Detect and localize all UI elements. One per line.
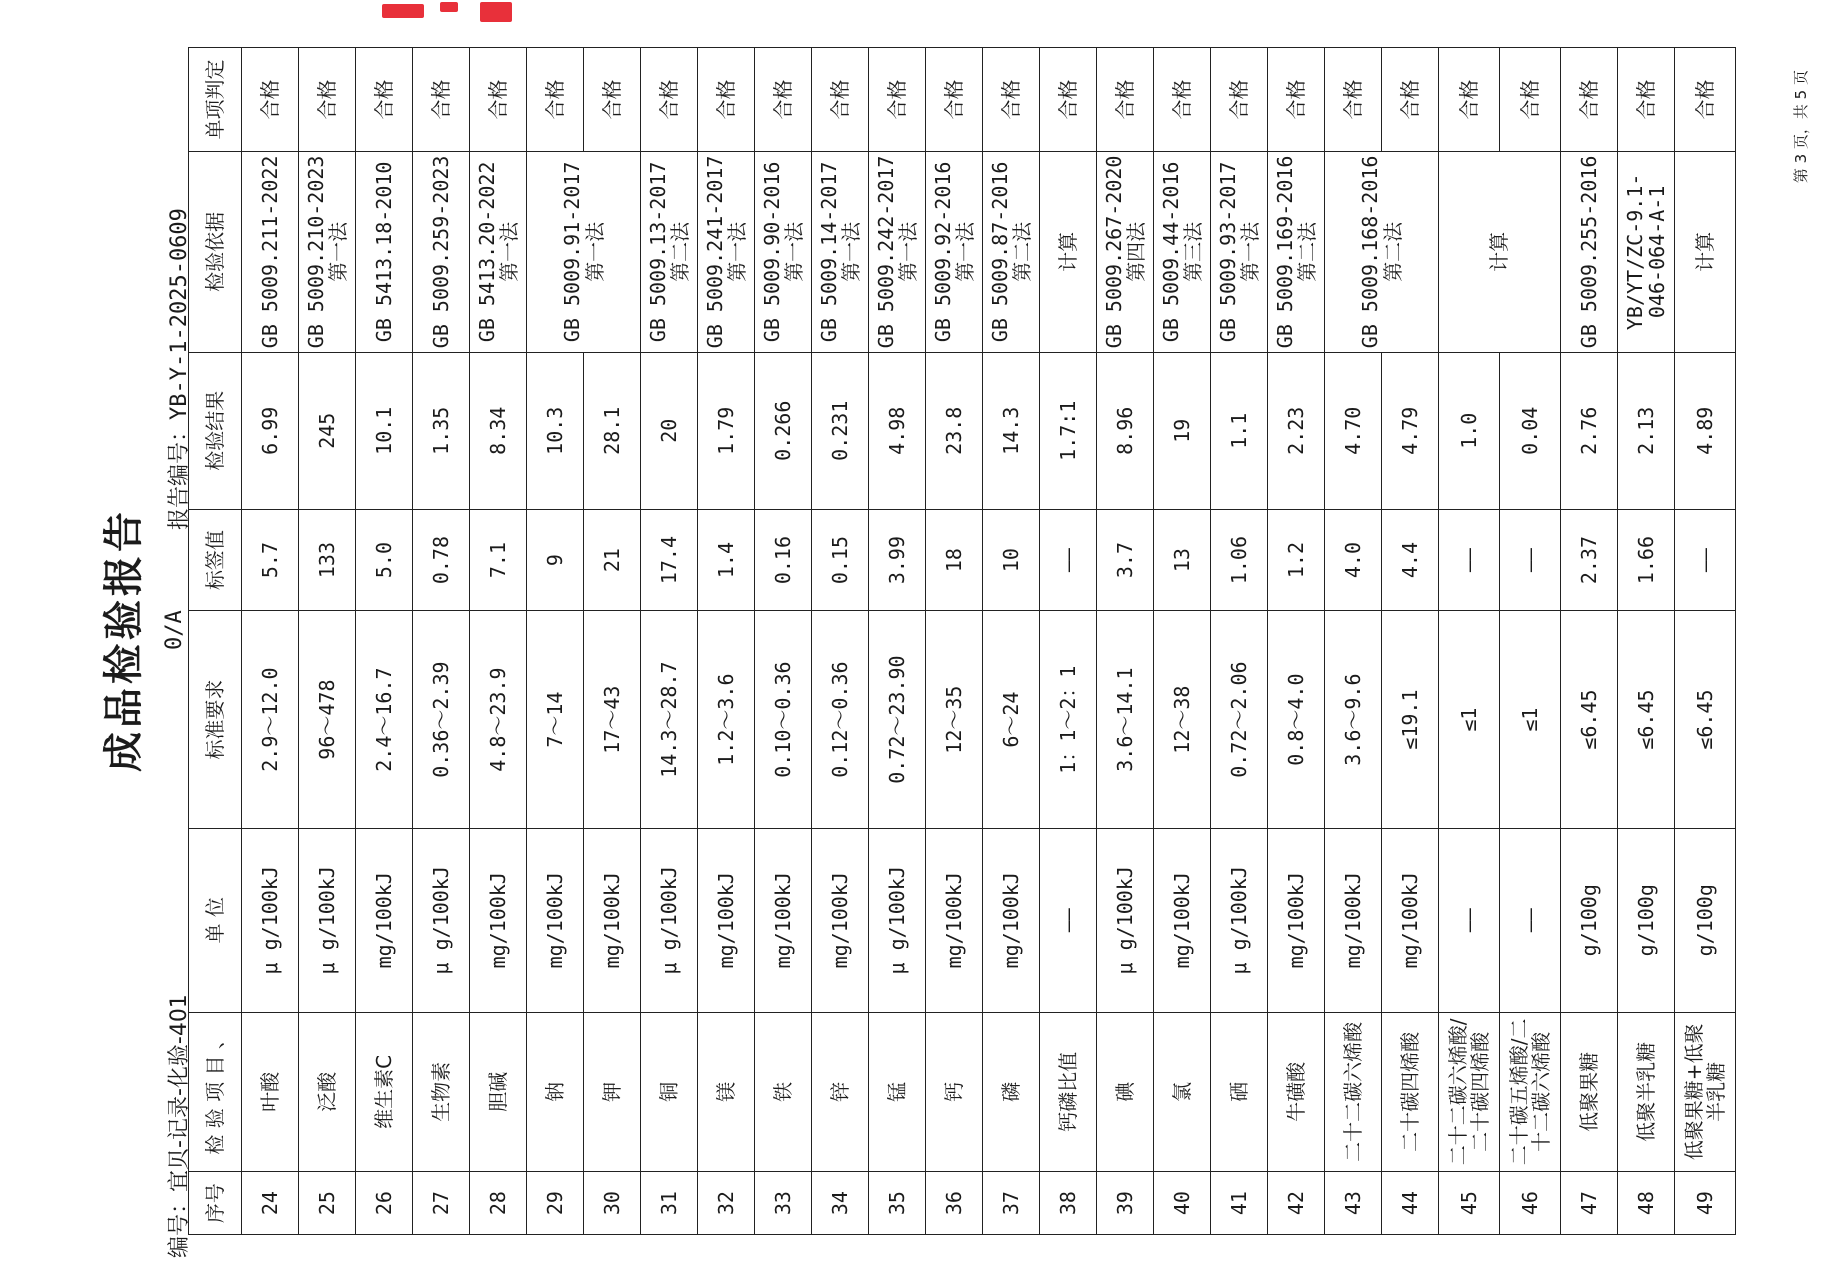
cell-label-value: 5.7 <box>242 509 299 611</box>
cell-no: 30 <box>584 1172 641 1235</box>
page-footer: 第 3 页，共 5 页 <box>1792 70 1810 184</box>
table-row <box>1268 48 1325 1235</box>
cell-unit: g/100g <box>1561 828 1618 1012</box>
cell-no: 40 <box>1154 1172 1211 1235</box>
cell-item: 钙 <box>926 1012 983 1172</box>
cell-item: 二十二碳六烯酸 <box>1325 1012 1382 1172</box>
cell-basis: GB 5009.169-2016 第二法 <box>1268 152 1325 353</box>
cell-standard: 2.4～16.7 <box>356 611 413 829</box>
cell-result: 0.231 <box>812 352 869 509</box>
cell-basis: GB 5009.13-2017 第二法 <box>641 152 698 353</box>
cell-item: 二十碳五烯酸/二十二碳六烯酸 <box>1500 1012 1561 1172</box>
cell-standard: 96～478 <box>299 611 356 829</box>
cell-verdict: 合格 <box>242 48 299 152</box>
table-row <box>413 48 470 1235</box>
cell-basis: GB 5009.87-2016 第二法 <box>983 152 1040 353</box>
cell-basis: GB 5009.211-2022 <box>242 152 299 353</box>
table-row <box>470 48 527 1235</box>
cell-verdict: 合格 <box>356 48 413 152</box>
inspection-table <box>188 47 1736 1235</box>
cell-standard: 0.10～0.36 <box>755 611 812 829</box>
cell-unit: mg/100kJ <box>1268 828 1325 1012</box>
cell-standard: 0.12～0.36 <box>812 611 869 829</box>
cell-result: 20 <box>641 352 698 509</box>
table-row <box>1325 48 1382 1235</box>
cell-item: 维生素C <box>356 1012 413 1172</box>
cell-no: 36 <box>926 1172 983 1235</box>
cell-verdict: 合格 <box>1618 48 1675 152</box>
cell-no: 48 <box>1618 1172 1675 1235</box>
cell-label-value: 4.0 <box>1325 509 1382 611</box>
cell-no: 29 <box>527 1172 584 1235</box>
cell-standard: 12～38 <box>1154 611 1211 829</box>
cell-standard: 14.3～28.7 <box>641 611 698 829</box>
cell-verdict: 合格 <box>299 48 356 152</box>
cell-no: 32 <box>698 1172 755 1235</box>
cell-item: 磷 <box>983 1012 1040 1172</box>
cell-result: 10.3 <box>527 352 584 509</box>
cell-item: 低聚半乳糖 <box>1618 1012 1675 1172</box>
cell-no: 31 <box>641 1172 698 1235</box>
cell-basis: GB 5413.20-2022 第一法 <box>470 152 527 353</box>
cell-basis: GB 5009.91-2017 第一法 <box>527 152 641 353</box>
cell-standard: 7～14 <box>527 611 584 829</box>
cell-basis: GB 5009.259-2023 <box>413 152 470 353</box>
cell-standard: 3.6～9.6 <box>1325 611 1382 829</box>
cell-no: 35 <box>869 1172 926 1235</box>
cell-unit: g/100g <box>1675 828 1736 1012</box>
cell-basis: GB 5009.44-2016 第三法 <box>1154 152 1211 353</box>
cell-standard: 4.8～23.9 <box>470 611 527 829</box>
cell-item: 钾 <box>584 1012 641 1172</box>
cell-unit: μ g/100kJ <box>299 828 356 1012</box>
report-number: 报告编号：YB-Y-1-2025-0609 <box>167 208 192 530</box>
cell-verdict: 合格 <box>1439 48 1500 152</box>
cell-standard: 0.72～23.90 <box>869 611 926 829</box>
cell-standard: 6～24 <box>983 611 1040 829</box>
table-row <box>1675 48 1736 1235</box>
cell-item: 叶酸 <box>242 1012 299 1172</box>
cell-verdict: 合格 <box>1382 48 1439 152</box>
cell-basis: YB/YT/ZC-9.1-046-064-A-1 <box>1618 152 1675 353</box>
cell-unit: —— <box>1500 828 1561 1012</box>
cell-item: 泛酸 <box>299 1012 356 1172</box>
cell-standard: ≤1 <box>1500 611 1561 829</box>
table-row <box>926 48 983 1235</box>
cell-no: 28 <box>470 1172 527 1235</box>
cell-unit: g/100g <box>1618 828 1675 1012</box>
table-row <box>983 48 1040 1235</box>
cell-label-value: —— <box>1675 509 1736 611</box>
cell-label-value: 13 <box>1154 509 1211 611</box>
cell-no: 43 <box>1325 1172 1382 1235</box>
cell-basis: GB 5009.14-2017 第一法 <box>812 152 869 353</box>
cell-verdict: 合格 <box>1154 48 1211 152</box>
cell-item: 低聚果糖 <box>1561 1012 1618 1172</box>
cell-standard: 1：1～2：1 <box>1040 611 1097 829</box>
cell-label-value: 3.7 <box>1097 509 1154 611</box>
cell-standard: ≤19.1 <box>1382 611 1439 829</box>
cell-result: 0.04 <box>1500 352 1561 509</box>
cell-verdict: 合格 <box>1097 48 1154 152</box>
cell-unit: mg/100kJ <box>755 828 812 1012</box>
cell-verdict: 合格 <box>470 48 527 152</box>
cell-unit: mg/100kJ <box>356 828 413 1012</box>
table-row <box>299 48 356 1235</box>
header-unit: 单 位 <box>189 828 242 1012</box>
cell-item: 镁 <box>698 1012 755 1172</box>
cell-item: 锰 <box>869 1012 926 1172</box>
cell-result: 28.1 <box>584 352 641 509</box>
cell-no: 26 <box>356 1172 413 1235</box>
document-title: 成品检验报告 <box>100 508 147 772</box>
cell-no: 38 <box>1040 1172 1097 1235</box>
cell-label-value: 1.06 <box>1211 509 1268 611</box>
header-no: 序号 <box>189 1172 242 1235</box>
cell-result: 4.70 <box>1325 352 1382 509</box>
header-item: 检 验 项 目 、 <box>189 1012 242 1172</box>
cell-standard: ≤6.45 <box>1561 611 1618 829</box>
table-body <box>242 48 1736 1235</box>
cell-unit: mg/100kJ <box>983 828 1040 1012</box>
cell-result: 10.1 <box>356 352 413 509</box>
header-verdict: 单项判定 <box>189 48 242 152</box>
cell-verdict: 合格 <box>869 48 926 152</box>
cell-label-value: 4.4 <box>1382 509 1439 611</box>
cell-label-value: 3.99 <box>869 509 926 611</box>
cell-verdict: 合格 <box>1675 48 1736 152</box>
header-standard: 标准要求 <box>189 611 242 829</box>
cell-basis: GB 5009.255-2016 <box>1561 152 1618 353</box>
cell-no: 41 <box>1211 1172 1268 1235</box>
cell-item: 胆碱 <box>470 1012 527 1172</box>
header-result: 检验结果 <box>189 352 242 509</box>
cell-label-value: 0.78 <box>413 509 470 611</box>
cell-unit: μ g/100kJ <box>869 828 926 1012</box>
cell-unit: μ g/100kJ <box>641 828 698 1012</box>
cell-basis: GB 5009.93-2017 第一法 <box>1211 152 1268 353</box>
table-row <box>356 48 413 1235</box>
cell-result: 245 <box>299 352 356 509</box>
cell-verdict: 合格 <box>1268 48 1325 152</box>
table-row <box>242 48 299 1235</box>
cell-label-value: —— <box>1500 509 1561 611</box>
cell-unit: mg/100kJ <box>1382 828 1439 1012</box>
cell-unit: mg/100kJ <box>1325 828 1382 1012</box>
cell-verdict: 合格 <box>1325 48 1382 152</box>
table-row <box>869 48 926 1235</box>
cell-item: 碘 <box>1097 1012 1154 1172</box>
cell-basis: GB 5009.168-2016 第二法 <box>1325 152 1439 353</box>
cell-result: 2.76 <box>1561 352 1618 509</box>
cell-item: 氯 <box>1154 1012 1211 1172</box>
cell-label-value: 1.2 <box>1268 509 1325 611</box>
header-basis: 检验依据 <box>189 152 242 353</box>
cell-verdict: 合格 <box>812 48 869 152</box>
cell-verdict: 合格 <box>1040 48 1097 152</box>
cell-no: 42 <box>1268 1172 1325 1235</box>
cell-result: 6.99 <box>242 352 299 509</box>
cell-result: 1.79 <box>698 352 755 509</box>
cell-no: 49 <box>1675 1172 1736 1235</box>
cell-unit: mg/100kJ <box>470 828 527 1012</box>
document-code: 编号：宜贝-记录-化验-401 <box>167 994 192 1258</box>
cell-unit: mg/100kJ <box>1154 828 1211 1012</box>
cell-verdict: 合格 <box>983 48 1040 152</box>
cell-item: 锌 <box>812 1012 869 1172</box>
red-stamp-fragment <box>480 2 512 22</box>
cell-label-value: 1.4 <box>698 509 755 611</box>
cell-no: 37 <box>983 1172 1040 1235</box>
cell-label-value: 9 <box>527 509 584 611</box>
cell-result: 8.34 <box>470 352 527 509</box>
cell-label-value: 21 <box>584 509 641 611</box>
cell-unit: mg/100kJ <box>812 828 869 1012</box>
cell-item: 铜 <box>641 1012 698 1172</box>
cell-unit: mg/100kJ <box>584 828 641 1012</box>
cell-item: 硒 <box>1211 1012 1268 1172</box>
cell-verdict: 合格 <box>1500 48 1561 152</box>
red-stamp-fragment <box>440 2 458 12</box>
cell-unit: μ g/100kJ <box>1211 828 1268 1012</box>
cell-label-value: 1.66 <box>1618 509 1675 611</box>
cell-basis: GB 5009.267-2020 第四法 <box>1097 152 1154 353</box>
cell-no: 34 <box>812 1172 869 1235</box>
cell-result: 1.35 <box>413 352 470 509</box>
cell-standard: 3.6～14.1 <box>1097 611 1154 829</box>
table-row <box>1211 48 1268 1235</box>
cell-result: 0.266 <box>755 352 812 509</box>
cell-basis: GB 5009.210-2023 第一法 <box>299 152 356 353</box>
table-row <box>1040 48 1097 1235</box>
cell-standard: 1.2～3.6 <box>698 611 755 829</box>
cell-no: 25 <box>299 1172 356 1235</box>
cell-verdict: 合格 <box>698 48 755 152</box>
cell-unit: μ g/100kJ <box>1097 828 1154 1012</box>
cell-standard: 17～43 <box>584 611 641 829</box>
cell-unit: —— <box>1439 828 1500 1012</box>
cell-basis: GB 5413.18-2010 <box>356 152 413 353</box>
cell-item: 钠 <box>527 1012 584 1172</box>
cell-label-value: 7.1 <box>470 509 527 611</box>
cell-result: 4.98 <box>869 352 926 509</box>
cell-result: 2.23 <box>1268 352 1325 509</box>
header-label-value: 标签值 <box>189 509 242 611</box>
cell-label-value: 18 <box>926 509 983 611</box>
cell-label-value: 133 <box>299 509 356 611</box>
cell-basis: GB 5009.90-2016 第一法 <box>755 152 812 353</box>
cell-no: 24 <box>242 1172 299 1235</box>
cell-standard: 2.9～12.0 <box>242 611 299 829</box>
cell-verdict: 合格 <box>1561 48 1618 152</box>
cell-label-value: 17.4 <box>641 509 698 611</box>
cell-no: 47 <box>1561 1172 1618 1235</box>
cell-item: 铁 <box>755 1012 812 1172</box>
cell-item: 二十碳四烯酸 <box>1382 1012 1439 1172</box>
cell-label-value: —— <box>1040 509 1097 611</box>
cell-no: 39 <box>1097 1172 1154 1235</box>
cell-result: 8.96 <box>1097 352 1154 509</box>
cell-result: 4.79 <box>1382 352 1439 509</box>
cell-verdict: 合格 <box>527 48 584 152</box>
cell-item: 低聚果糖+低聚半乳糖 <box>1675 1012 1736 1172</box>
cell-item: 二十二碳六烯酸/二十碳四烯酸 <box>1439 1012 1500 1172</box>
cell-verdict: 合格 <box>755 48 812 152</box>
cell-standard: 12～35 <box>926 611 983 829</box>
cell-unit: mg/100kJ <box>527 828 584 1012</box>
cell-result: 2.13 <box>1618 352 1675 509</box>
cell-no: 44 <box>1382 1172 1439 1235</box>
table-row <box>1561 48 1618 1235</box>
cell-standard: 0.8～4.0 <box>1268 611 1325 829</box>
table-header-row <box>189 48 242 1235</box>
cell-basis: GB 5009.242-2017 第一法 <box>869 152 926 353</box>
red-stamp-fragment <box>382 4 424 18</box>
cell-verdict: 合格 <box>584 48 641 152</box>
cell-standard: 0.72～2.06 <box>1211 611 1268 829</box>
table-row <box>812 48 869 1235</box>
cell-basis: 计算 <box>1439 152 1561 353</box>
cell-unit: mg/100kJ <box>698 828 755 1012</box>
table-row <box>1439 48 1500 1235</box>
cell-no: 45 <box>1439 1172 1500 1235</box>
cell-verdict: 合格 <box>413 48 470 152</box>
cell-verdict: 合格 <box>926 48 983 152</box>
table-row <box>527 48 584 1235</box>
cell-standard: 0.36～2.39 <box>413 611 470 829</box>
table-row <box>755 48 812 1235</box>
cell-basis: GB 5009.92-2016 第一法 <box>926 152 983 353</box>
cell-verdict: 合格 <box>1211 48 1268 152</box>
cell-result: 1.1 <box>1211 352 1268 509</box>
cell-label-value: 10 <box>983 509 1040 611</box>
cell-result: 4.89 <box>1675 352 1736 509</box>
cell-label-value: 0.16 <box>755 509 812 611</box>
cell-label-value: —— <box>1439 509 1500 611</box>
table-row <box>1097 48 1154 1235</box>
cell-result: 23.8 <box>926 352 983 509</box>
cell-result: 14.3 <box>983 352 1040 509</box>
table-row <box>1154 48 1211 1235</box>
cell-no: 27 <box>413 1172 470 1235</box>
cell-no: 46 <box>1500 1172 1561 1235</box>
cell-unit: μ g/100kJ <box>413 828 470 1012</box>
cell-result: 1.0 <box>1439 352 1500 509</box>
table-row <box>641 48 698 1235</box>
cell-item: 钙磷比值 <box>1040 1012 1097 1172</box>
cell-standard: ≤6.45 <box>1618 611 1675 829</box>
cell-basis: GB 5009.241-2017 第一法 <box>698 152 755 353</box>
cell-label-value: 0.15 <box>812 509 869 611</box>
cell-result: 19 <box>1154 352 1211 509</box>
cell-label-value: 5.0 <box>356 509 413 611</box>
table-row <box>1618 48 1675 1235</box>
cell-verdict: 合格 <box>641 48 698 152</box>
cell-unit: —— <box>1040 828 1097 1012</box>
cell-label-value: 2.37 <box>1561 509 1618 611</box>
document-version: 0/A <box>162 610 187 650</box>
cell-basis: 计算 <box>1675 152 1736 353</box>
cell-basis: 计算 <box>1040 152 1097 353</box>
cell-unit: mg/100kJ <box>926 828 983 1012</box>
cell-standard: ≤1 <box>1439 611 1500 829</box>
table-row <box>698 48 755 1235</box>
cell-result: 1.7:1 <box>1040 352 1097 509</box>
cell-item: 生物素 <box>413 1012 470 1172</box>
cell-item: 牛磺酸 <box>1268 1012 1325 1172</box>
cell-no: 33 <box>755 1172 812 1235</box>
cell-standard: ≤6.45 <box>1675 611 1736 829</box>
cell-unit: μ g/100kJ <box>242 828 299 1012</box>
